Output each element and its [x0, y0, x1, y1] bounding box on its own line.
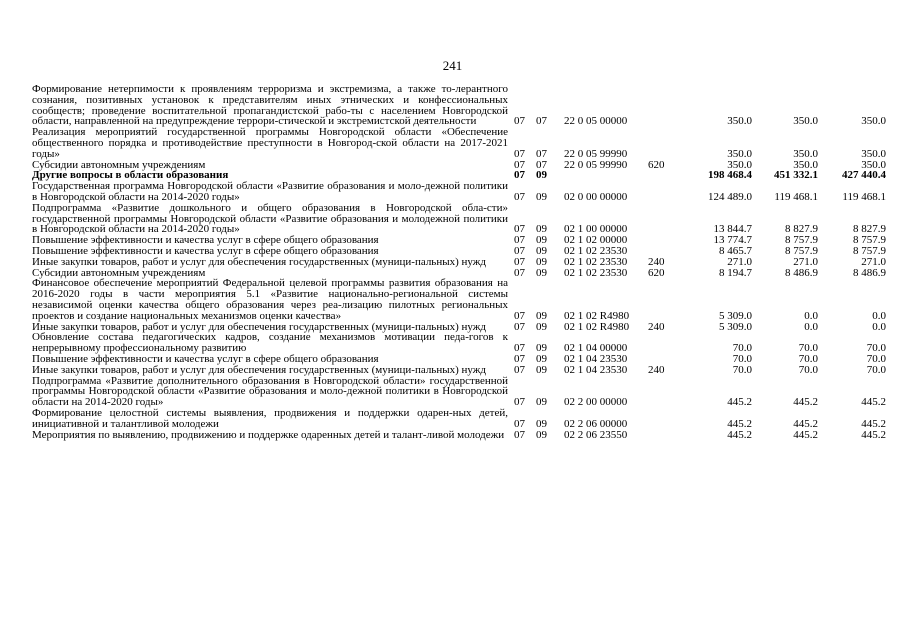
- row-subsection-code: 09: [536, 309, 547, 322]
- row-expense-type: [648, 376, 688, 408]
- row-section-code: 07: [514, 223, 525, 236]
- row-sum-year-2: 70.0: [798, 342, 818, 355]
- row-section-code: 07: [514, 244, 525, 257]
- row-expense-type: [648, 203, 688, 235]
- row-sum-year-1: 350.0: [727, 147, 752, 160]
- row-sum-year-3: 271.0: [861, 255, 886, 268]
- row-name: Формирование целостной системы выявления, продвижения и поддержки одарен-ных детей, инициативной и талантливой молодежи: [32, 406, 508, 430]
- row-target-article: 02 1 02 R4980: [564, 320, 630, 333]
- row-sum-year-1: 70.0: [732, 352, 752, 365]
- row-name: Обновление состава педагогических кадров, создание механизмов мотивации педа-гогов к непрерывному профессиональному развитию: [32, 331, 508, 355]
- row-subsection-code: 09: [536, 417, 547, 430]
- row-section-code: 07: [514, 190, 525, 203]
- table-row: [32, 376, 886, 408]
- row-sum-year-3: 70.0: [866, 352, 886, 365]
- row-subsection-code: 09: [536, 266, 547, 279]
- table-row: [32, 84, 886, 127]
- row-name: Другие вопросы в области образования: [32, 169, 229, 182]
- row-name: Формирование нетерпимости к проявлениям терроризма и экстремизма, а также то-лерантного сознания, позитивных установок к представителям иных этнических и конфессиональных сообществ; проведение воспитательной пропагандистской рабо-ты с населением Новгородской области, направленной на предупреждение террори-стической и экстремистской деятельности: [32, 83, 508, 128]
- row-section-code: 07: [514, 158, 525, 171]
- row-target-article: 02 1 04 00000: [564, 342, 628, 355]
- row-subsection-code: 09: [536, 396, 547, 409]
- row-expense-type: [648, 332, 688, 354]
- row-expense-type: [648, 235, 688, 246]
- row-sum-year-1: 271.0: [727, 255, 752, 268]
- row-expense-type: [648, 181, 688, 203]
- row-sum-year-3: 70.0: [866, 363, 886, 376]
- row-expense-type: [648, 278, 688, 321]
- row-target-article: 02 2 06 00000: [564, 417, 628, 430]
- row-sum-year-3: 350.0: [861, 147, 886, 160]
- row-subsection-code: 09: [536, 352, 547, 365]
- row-name: Повышение эффективности и качества услуг в сфере общего образования: [32, 352, 379, 365]
- row-section-code: 07: [514, 115, 525, 128]
- row-target-article: 02 1 02 23530: [564, 266, 628, 279]
- row-sum-year-3: 427 440.4: [842, 169, 886, 182]
- row-sum-year-1: 13 774.7: [713, 234, 752, 247]
- row-section-code: 07: [514, 417, 525, 430]
- row-section-code: 07: [514, 363, 525, 376]
- row-expense-type: [648, 170, 688, 181]
- row-sum-year-2: 0.0: [804, 320, 818, 333]
- table-row: [32, 278, 886, 321]
- row-name: Повышение эффективности и качества услуг в сфере общего образования: [32, 244, 379, 257]
- row-target-article: 02 2 00 00000: [564, 396, 628, 409]
- row-subsection-code: 09: [536, 190, 547, 203]
- row-subsection-code: 09: [536, 244, 547, 257]
- row-section-code: 07: [514, 396, 525, 409]
- row-name: Иные закупки товаров, работ и услуг для обеспечения государственных (муници-пальных) нужд: [32, 363, 486, 376]
- row-sum-year-2: 445.2: [793, 428, 818, 441]
- row-expense-type: 240: [648, 320, 665, 333]
- row-section-code: 07: [514, 309, 525, 322]
- row-sum-year-2: 119 468.1: [774, 190, 818, 203]
- row-sum-year-1: 198 468.4: [708, 169, 752, 182]
- row-sum-year-1: 350.0: [727, 158, 752, 171]
- row-sum-year-2: 8 757.9: [785, 234, 818, 247]
- row-sum-year-2: 70.0: [798, 363, 818, 376]
- row-name: Субсидии автономным учреждениям: [32, 158, 206, 171]
- row-sum-year-1: 5 309.0: [719, 320, 752, 333]
- table-row: [32, 365, 886, 376]
- row-subsection-code: 09: [536, 234, 547, 247]
- row-section-code: 07: [514, 255, 525, 268]
- row-sum-year-3: 8 757.9: [853, 244, 886, 257]
- row-section-code: 07: [514, 147, 525, 160]
- row-sum-year-1: 8 194.7: [719, 266, 752, 279]
- row-name: Мероприятия по выявлению, продвижению и поддержке одаренных детей и талант-ливой молодежи: [32, 428, 505, 441]
- row-section-code: 07: [514, 342, 525, 355]
- row-sum-year-1: 124 489.0: [708, 190, 752, 203]
- row-sum-year-1: 445.2: [727, 396, 752, 409]
- row-subsection-code: 09: [536, 342, 547, 355]
- row-section-code: 07: [514, 266, 525, 279]
- row-target-article: 22 0 05 99990: [564, 158, 628, 171]
- row-subsection-code: 09: [536, 428, 547, 441]
- row-sum-year-2: 350.0: [793, 158, 818, 171]
- row-target-article: [564, 170, 648, 181]
- row-sum-year-1: 350.0: [727, 115, 752, 128]
- row-sum-year-2: 8 486.9: [785, 266, 818, 279]
- row-sum-year-2: 451 332.1: [774, 169, 818, 182]
- row-section-code: 07: [514, 320, 525, 333]
- row-expense-type: [648, 408, 688, 430]
- row-name: Иные закупки товаров, работ и услуг для обеспечения государственных (муници-пальных) нужд: [32, 320, 486, 333]
- budget-table-body: [32, 84, 886, 440]
- row-sum-year-3: 0.0: [872, 309, 886, 322]
- table-row: [32, 408, 886, 430]
- row-subsection-code: 09: [536, 320, 547, 333]
- row-sum-year-1: 70.0: [732, 363, 752, 376]
- row-target-article: 22 0 05 99990: [564, 147, 628, 160]
- table-row: [32, 181, 886, 203]
- row-target-article: 02 1 04 23530: [564, 363, 628, 376]
- row-sum-year-3: 119 468.1: [842, 190, 886, 203]
- row-sum-year-1: 70.0: [732, 342, 752, 355]
- table-row: [32, 257, 886, 268]
- row-subsection-code: 07: [536, 147, 547, 160]
- row-target-article: 02 0 00 00000: [564, 190, 628, 203]
- row-section-code: 07: [514, 428, 525, 441]
- row-expense-type: [648, 84, 688, 127]
- row-sum-year-2: 445.2: [793, 417, 818, 430]
- row-section-code: 07: [514, 234, 525, 247]
- row-name: Реализация мероприятий государственной программы Новгородской области «Обеспечение общественного порядка и противодействие преступности в Новгород-ской области на 2017-2021 годы»: [32, 126, 508, 160]
- row-sum-year-2: 8 757.9: [785, 244, 818, 257]
- row-sum-year-1: 5 309.0: [719, 309, 752, 322]
- row-target-article: 02 2 06 23550: [564, 428, 628, 441]
- row-expense-type: 240: [648, 363, 665, 376]
- row-sum-year-2: 445.2: [793, 396, 818, 409]
- row-sum-year-2: 8 827.9: [785, 223, 818, 236]
- row-sum-year-2: 271.0: [793, 255, 818, 268]
- row-sum-year-3: 445.2: [861, 428, 886, 441]
- row-sum-year-3: 8 757.9: [853, 234, 886, 247]
- row-name: Финансовое обеспечение мероприятий Федеральной целевой программы развития образования на 2016-2020 годы в части мероприятия 5.1 «Развитие национально-региональной системы независимой оценки качества общего образования через реа-лизацию пилотных региональных проектов и создание национальных механизмов оценки качества»: [32, 277, 508, 322]
- row-sum-year-3: 445.2: [861, 396, 886, 409]
- budget-table: [32, 84, 886, 440]
- row-subsection-code: 09: [536, 169, 547, 182]
- row-sum-year-3: 350.0: [861, 158, 886, 171]
- row-subsection-code: 09: [536, 223, 547, 236]
- page-number: 241: [442, 58, 463, 73]
- row-sum-year-1: 445.2: [727, 428, 752, 441]
- table-row: [32, 332, 886, 354]
- row-sum-year-3: 0.0: [872, 320, 886, 333]
- row-target-article: 02 1 02 R4980: [564, 309, 630, 322]
- row-name: Подпрограмма «Развитие дополнительного образования в Новгородской области» государственной программы Новгородской области «Развитие образования и моло-дежной политики в Новгородской области на 2014-2020 годы»: [32, 374, 508, 409]
- row-section-code: 07: [514, 352, 525, 365]
- row-expense-type: 240: [648, 255, 665, 268]
- row-sum-year-2: 350.0: [793, 147, 818, 160]
- row-sum-year-3: 350.0: [861, 115, 886, 128]
- row-sum-year-2: 70.0: [798, 352, 818, 365]
- table-row: [32, 430, 886, 441]
- row-target-article: 02 1 00 00000: [564, 223, 628, 236]
- row-section-code: 07: [514, 169, 525, 182]
- row-expense-type: 620: [648, 266, 665, 279]
- row-subsection-code: 07: [536, 115, 547, 128]
- row-sum-year-3: 70.0: [866, 342, 886, 355]
- row-sum-year-3: 445.2: [861, 417, 886, 430]
- row-name: Субсидии автономным учреждениям: [32, 266, 206, 279]
- row-expense-type: [648, 430, 688, 441]
- row-name: Иные закупки товаров, работ и услуг для обеспечения государственных (муници-пальных) нужд: [32, 255, 486, 268]
- row-sum-year-1: 445.2: [727, 417, 752, 430]
- row-name: Подпрограмма «Развитие дошкольного и общего образования в Новгородской обла-сти» государственной программы Новгородской области «Развитие образования и молодежной политики в Новгородской области на 2014-2020 годы»: [32, 201, 508, 236]
- row-target-article: 22 0 05 00000: [564, 115, 628, 128]
- row-expense-type: 620: [648, 158, 665, 171]
- row-target-article: 02 1 02 23530: [564, 244, 628, 257]
- row-subsection-code: 09: [536, 255, 547, 268]
- row-sum-year-1: 13 844.7: [713, 223, 752, 236]
- row-expense-type: [648, 127, 688, 159]
- row-sum-year-3: 8 827.9: [853, 223, 886, 236]
- row-name: Повышение эффективности и качества услуг в сфере общего образования: [32, 234, 379, 247]
- table-row: [32, 127, 886, 159]
- row-subsection-code: 07: [536, 158, 547, 171]
- row-name: Государственная программа Новгородской области «Развитие образования и моло-дежной политики в Новгородской области на 2014-2020 годы»: [32, 180, 508, 203]
- row-sum-year-3: 8 486.9: [853, 266, 886, 279]
- table-row: [32, 203, 886, 235]
- row-target-article: 02 1 02 00000: [564, 234, 628, 247]
- row-sum-year-2: 350.0: [793, 115, 818, 128]
- row-target-article: 02 1 02 23530: [564, 255, 628, 268]
- row-target-article: 02 1 04 23530: [564, 352, 628, 365]
- row-subsection-code: 09: [536, 363, 547, 376]
- row-sum-year-1: 8 465.7: [719, 244, 752, 257]
- row-sum-year-2: 0.0: [804, 309, 818, 322]
